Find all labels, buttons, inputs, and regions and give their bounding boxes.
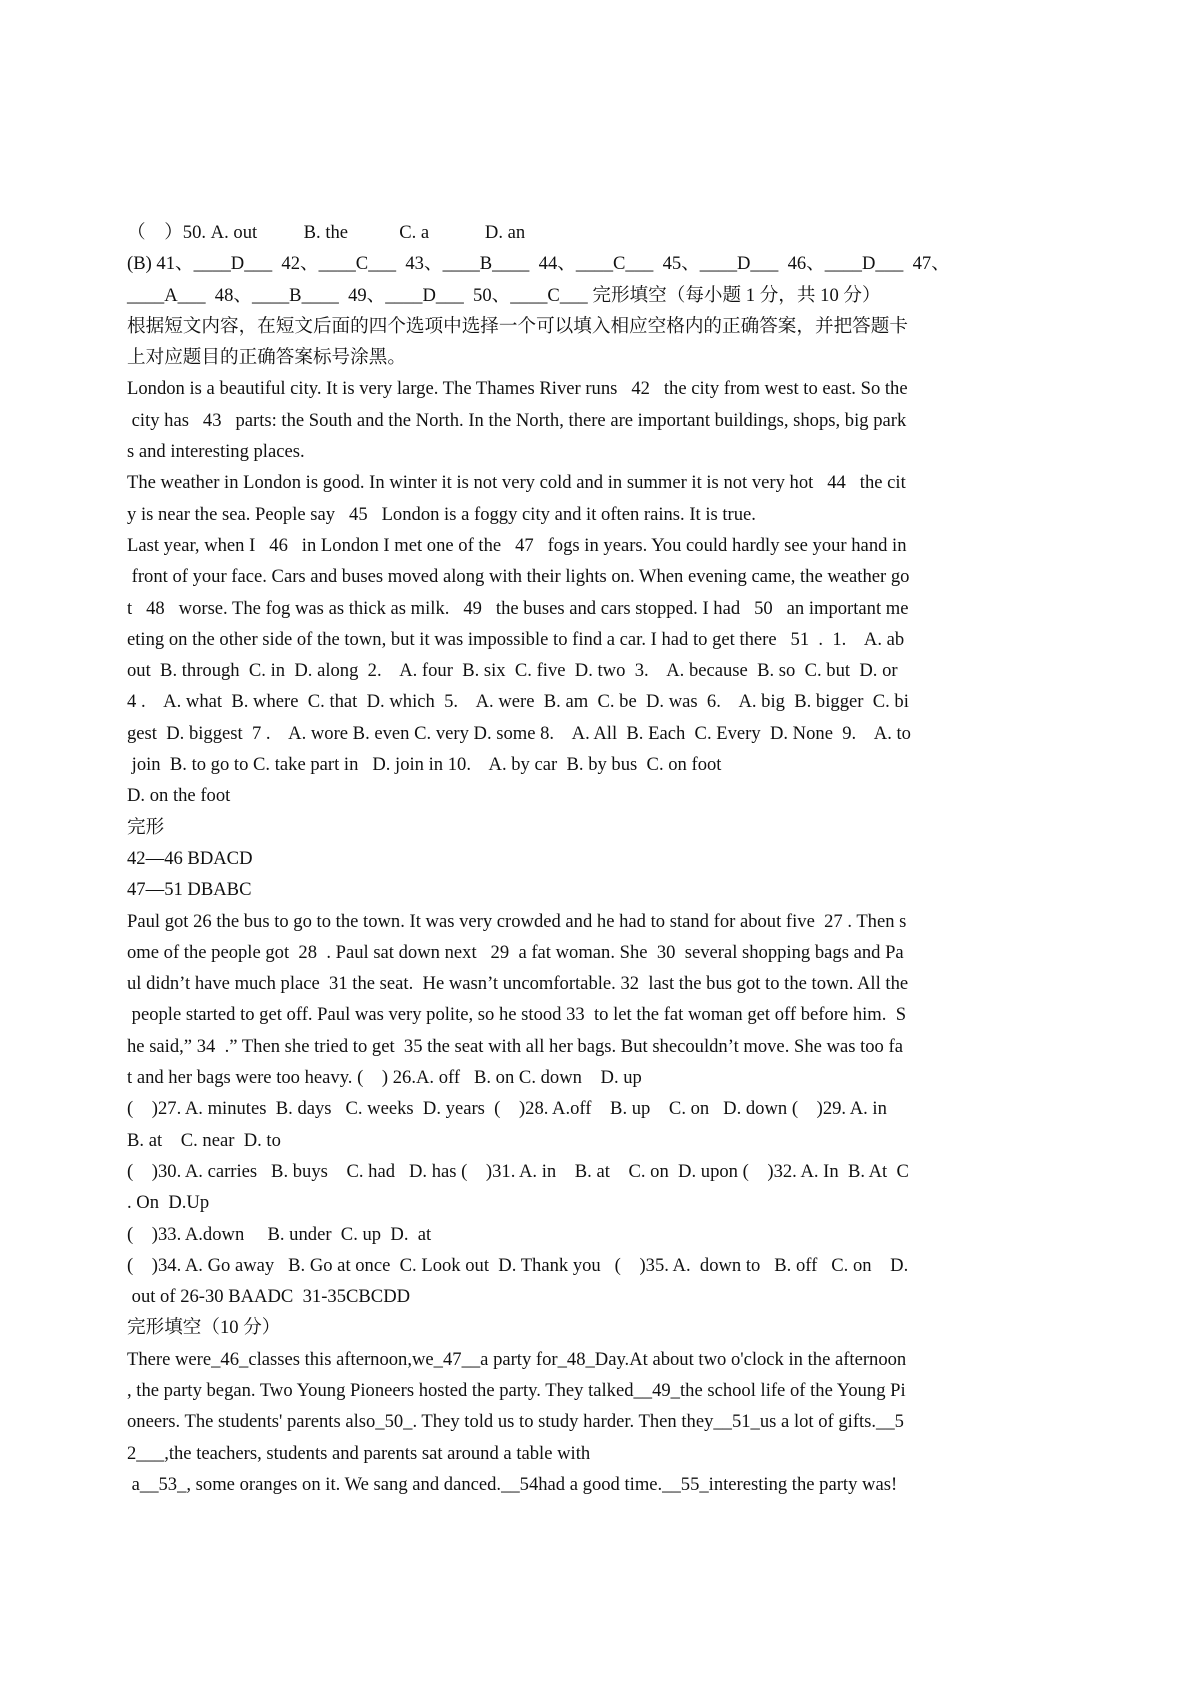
text-line: out of 26-30 BAADC 31-35CBCDD xyxy=(127,1286,411,1308)
text-line: 完形 xyxy=(127,816,165,838)
text-line: out B. through C. in D. along 2. A. four B. six C. five D. two 3. A. because B. so C. but D. or xyxy=(127,660,898,682)
text-line: (B) 41、____D___ 42、____C___ 43、____B____ 44、____C___ 45、____D___ 46、____D___ 47、 xyxy=(127,253,950,275)
text-line: 完形填空（10 分） xyxy=(127,1317,281,1339)
text-line: 42—46 BDACD xyxy=(127,847,253,869)
text-line: 4 . A. what B. where C. that D. which 5. A. were B. am C. be D. was 6. A. big B. bigger C. bi xyxy=(127,691,909,713)
text-line: t and her bags were too heavy. ( ) 26.A. off B. on C. down D. up xyxy=(127,1067,642,1089)
text-line: a__53_, some oranges on it. We sang and danced.__54had a good time.__55_interesting the party was! xyxy=(127,1473,898,1495)
text-line: ome of the people got 28 . Paul sat down next 29 a fat woman. She 30 several shopping bags and Pa xyxy=(127,941,904,963)
text-line: The weather in London is good. In winter it is not very cold and in summer it is not very hot 44 the cit xyxy=(127,472,906,494)
text-line: ( )34. A. Go away B. Go at once C. Look out D. Thank you ( )35. A. down to B. off C. on D. xyxy=(127,1254,909,1276)
text-line: y is near the sea. People say 45 London is a foggy city and it often rains. It is true. xyxy=(127,503,756,525)
text-line: 根据短文内容，在短文后面的四个选项中选择一个可以填入相应空格内的正确答案，并把答题卡 xyxy=(127,315,908,337)
text-line: oneers. The students' parents also_50_. They told us to study harder. Then they__51_us a lot of gifts.__5 xyxy=(127,1411,904,1433)
text-line: front of your face. Cars and buses moved along with their lights on. When evening came, the weather go xyxy=(127,566,910,588)
text-line: people started to get off. Paul was very polite, so he stood 33 to let the fat woman get off before him. S xyxy=(127,1004,907,1026)
text-line: s and interesting places. xyxy=(127,441,305,463)
text-line: 上对应题目的正确答案标号涂黑。 xyxy=(127,347,406,369)
text-line: eting on the other side of the town, but it was impossible to find a car. I had to get there 51 . 1. A. ab xyxy=(127,628,905,650)
text-line: D. on the foot xyxy=(127,785,231,807)
text-line: Paul got 26 the bus to go to the town. It was very crowded and he had to stand for about five 27 . Then s xyxy=(127,910,907,932)
text-line: t 48 worse. The fog was as thick as milk. 49 the buses and cars stopped. I had 50 an important me xyxy=(127,597,909,619)
text-line: 2___,the teachers, students and parents sat around a table with xyxy=(127,1442,591,1464)
text-line: London is a beautiful city. It is very large. The Thames River runs 42 the city from west to east. So the xyxy=(127,378,908,400)
text-line: There were_46_classes this afternoon,we_47__a party for_48_Day.At about two o'clock in the afternoon xyxy=(127,1348,907,1370)
text-line: ( )33. A.down B. under C. up D. at xyxy=(127,1223,432,1245)
text-line: （ ）50. A. out B. the C. a D. an xyxy=(127,222,526,243)
text-line: . On D.Up xyxy=(127,1192,210,1214)
text-line: city has 43 parts: the South and the North. In the North, there are important buildings, shops, big park xyxy=(127,409,907,431)
text-line: he said,” 34 .” Then she tried to get 35 the seat with all her bags. But shecouldn’t move. She was too fa xyxy=(127,1035,903,1057)
text-line: ( )30. A. carries B. buys C. had D. has ( )31. A. in B. at C. on D. upon ( )32. A. In B. At C xyxy=(127,1160,909,1182)
text-line: ul didn’t have much place 31 the seat. He wasn’t uncomfortable. 32 last the bus got to the town. All the xyxy=(127,973,909,995)
text-line: join B. to go to C. take part in D. join in 10. A. by car B. by bus C. on foot xyxy=(127,754,722,776)
text-line: gest D. biggest 7 . A. wore B. even C. very D. some 8. A. All B. Each C. Every D. None 9. A. to xyxy=(127,722,911,744)
text-line: , the party began. Two Young Pioneers hosted the party. They talked__49_the school life of the Young Pi xyxy=(127,1379,906,1401)
text-line: B. at C. near D. to xyxy=(127,1129,281,1151)
text-line: 47—51 DBABC xyxy=(127,879,252,901)
text-line: ( )27. A. minutes B. days C. weeks D. years ( )28. A.off B. up C. on D. down ( )29. A. in xyxy=(127,1098,887,1120)
text-line: Last year, when I 46 in London I met one of the 47 fogs in years. You could hardly see your hand in xyxy=(127,534,907,556)
document-page xyxy=(127,217,1027,1500)
text-line: ____A___ 48、____B____ 49、____D___ 50、____C___ 完形填空（每小题 1 分，共 10 分） xyxy=(127,284,881,306)
